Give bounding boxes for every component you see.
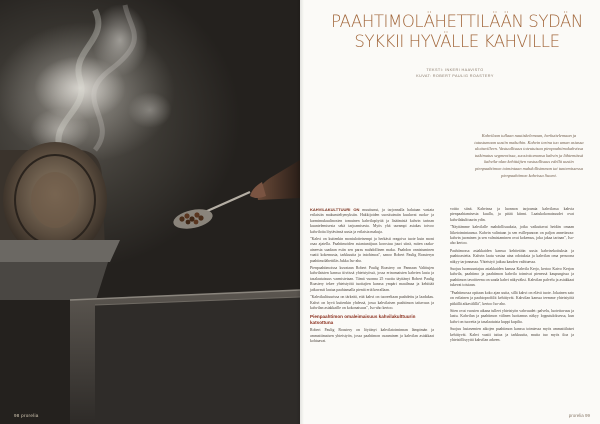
spine-gutter	[296, 0, 304, 424]
paragraph: Suojuu lasiasemien aikojen paahtimon kanssa toimiessa myös ammattilaiset kehittyvät. Kahvi vaatii taitoa ja tarkkuutta, mutta tuo myös iloa ja yhteisöllisyyttä kahvilan arkeen.	[450, 327, 574, 342]
body-column-left	[310, 207, 434, 347]
cooling-tray	[70, 290, 300, 424]
body-column-right	[450, 207, 574, 345]
credit-text: TEKSTI: INKERI HAAVISTO	[426, 68, 484, 72]
paragraph: Siten ovat vuosien aikana tulleet yhteistyön vahvuudet: palvelu, luotettavuus ja laatu. Kahvilan ja paahtimon välinen luottamus näkyy lopputuloksessa, kun kahvi on tuoretta ja tasalaatuista kuppi kupilta.	[450, 308, 574, 324]
paragraph: Suojuu luomuuntajuu asiakkaiden kanssa Kahvila Kerjo, kertoo Kaivo Kerjon kahvila, paahtimo ja paahtimon kahvila toimivat pienessä kaupungissa ja paahtimon tavoitteena on saada kahvi näkyväksi. Kahvilan palvelu ja asiakkaat tukevat toisiaan.	[450, 267, 574, 288]
scoop-with-beans	[172, 192, 250, 232]
paragraph: Paahtimossa asiakkaiden kanssa kehitetään uusia kahvisekoituksia ja paahtoasteita. Kahvin laatu vastaa aina odotuksia ja kahvilan oma persoona näkyy tarjonnassa. Yhteistyö jatkuu kauden vaihtuessa.	[450, 248, 574, 264]
paragraph-text: muuttunut, ja tarjonnalla halutaan vastata erilaisiin makumieltymyksiin. Hakkijoiden suosituimiin kuuluvat ruoka- ja karmimukuulinosien tomuinen kahvilapöytiä ja lisäämistä kahvin tarinan kuuntelemisesta sekä tarjoamisesta. Myös yhä useampi asiakas toivoo kahviloita löytävänsä uusia ja erilaisia makuja.	[310, 208, 434, 234]
paragraph: "Paahtimossa opitaan koko ajan uutta, sillä kahvi on elävä tuote. Jokainen sato on erilainen ja paahtoprofiilit kehittyvät. Kahvilan kanssa teemme yhteistyötä pitkällä aikavälillä", kertoo Iso-aho.	[450, 290, 574, 306]
paragraph: "Kahvi on kuitenkin moniulotteisempi ja herkästi reagoiva tuote kuin moni osaa ajatella. Paahtimoiden asiantuntijuus korostuu juuri siinä, miten raaka-aineesta saadaan esiin sen paras mahdollinen maku. Paahdon onnistuminen vaatii kokemusta, tarkkuutta ja intohimoa", sanoo Robert Paulig Roasteryn paahtimolähettiläs Jukka Iso-aho.	[310, 237, 434, 263]
paragraph: "Näyttämme kahvilalle mahdollisuuksia, jotka vaikuttavat heidän omaan liiketoimintaansa. Kahvin valintaan ja sen esillepanoon on paljon annettavaa: kahvin juominen ja sen valmistaminen ovat kokemus, joka jakaa tarinan", Iso-aho kertoo.	[450, 225, 574, 246]
credit-photo: KUVAT: ROBERT PAULIG ROASTERY	[416, 74, 494, 78]
article-page	[300, 0, 600, 424]
article-title	[328, 12, 586, 52]
credits	[410, 67, 500, 79]
hand	[250, 160, 300, 200]
paragraph: Robert Paulig Roastery on löytänyt kahvilatoiminnan lämpimän ja ammattimaisen yhteistyön, jossa paahtimon osaaminen ja kahvilan asiakkaat kohtaavat.	[310, 328, 434, 344]
title-line-2: SYKKII HYVÄLLE KAHVILLE	[354, 32, 560, 51]
paragraph: voitto siinä. Kahvinsa ja luonnon tarjoamia kahvilassa kahvia pienpaahtamisesta kuulla, ja pitää kiinni. Laatukokonaisuudet ovat kahvilakulttuurin ydin.	[450, 207, 574, 222]
roaster-machine	[0, 142, 120, 300]
paragraph	[310, 207, 434, 235]
subheading: Pienpaahtimon omaleimaisuus kahvilakulttuurin katsottuna	[310, 314, 416, 326]
page-folio-right: prorelia 99	[568, 413, 590, 418]
page-folio-left: 98 prorelia	[14, 413, 39, 418]
paragraph: "Kahvikulttuurissa on tärkeää, että kahvi on tuoreeltaan paahdettu ja laadukas. Kahvi on hyvä kuitenkin yhdessä, jossa kahvilaisen paahtimon taitavuus ja kahvilan asiakkaille on kokonaisuus", Iso-aho kertoo.	[310, 295, 434, 310]
lead-in: KAHVILAKULTTUURI ON	[310, 207, 360, 212]
steam	[30, 4, 172, 152]
paragraph: Pienpaahtimoissa kuvataan Robert Paulig Roastery on Pannaan Valittujen kahvilaisten kanssa tiiviissä yhteistyössä, jossa erinomaisten kahvien laatu ja tasalaatuisuus varmistetaan. Tämä vuonna 25 vuotta täyttänyt Robert Paulig Roastery tekee yhteistyötä tuottajien kanssa ympäri maailmaa ja kehittää jatkuvasti laatua paahtamalla pieniä eriä kerrallaan.	[310, 266, 434, 292]
ingress: Kahvilaan tullaan nautiskelemaan, herkuttelemaan ja tutustumaan uusiin makuihin. Kahvin tarina tuo uman asiassa ulottuvilleen. Vastuullisuus toteutuisaa pienpaahtimokahvissa tutkimatus segmentissa, suosiottomunsa kahvin ja lähtemässä kahvila-alan kehittäjien vastuullisuus edellä uusiin pienpaahtimon toimintaan mahdollisimman tai tuntemissessa pienpaahtimon kahvissa Suomi.	[474, 133, 584, 178]
title-line-1: PAAHTIMOLÄHETTILÄÄN SYDÄN	[331, 12, 583, 31]
